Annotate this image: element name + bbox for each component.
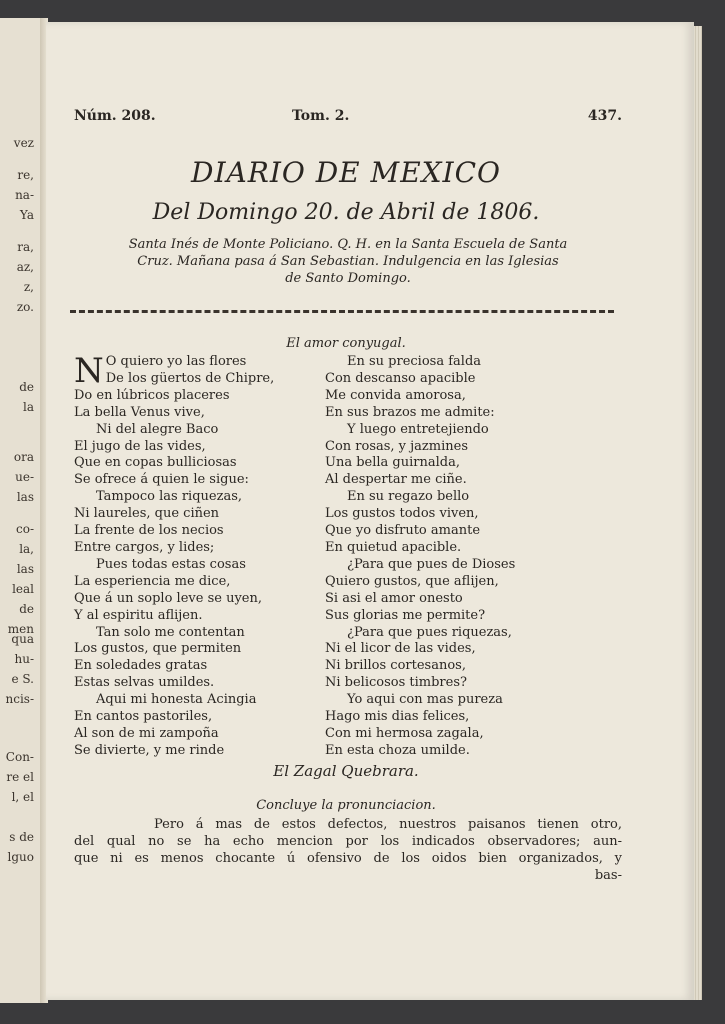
poem-line: Sus glorias me permite? <box>325 607 486 623</box>
poem-line: Ni brillos cortesanos, <box>325 658 466 674</box>
poem-line: Se divierte, y me rinde <box>74 742 225 758</box>
left-page <box>0 18 42 1003</box>
poem-line: ¿Para que pues riquezas, <box>347 624 512 640</box>
left-page-fragment: lguo <box>7 850 34 864</box>
poem-line: Ni laureles, que ciñen <box>74 506 220 522</box>
poem-line: Los gustos, que permiten <box>74 641 242 657</box>
left-page-fragment: qua <box>11 632 34 646</box>
poem-line: Al son de mi zampoña <box>74 725 219 741</box>
poem-line: En su regazo bello <box>347 489 470 505</box>
left-page-fragment: ra, <box>17 240 34 254</box>
left-page-fragment: Con- <box>5 750 34 764</box>
poem-line: En soledades gratas <box>74 658 208 674</box>
newspaper-title: DIARIO DE MEXICO <box>191 156 501 189</box>
poem-line: Aqui mi honesta Acingia <box>96 692 257 708</box>
poem-column-left <box>74 351 314 760</box>
left-page-fragment: ncis- <box>5 692 34 706</box>
poem-line: Me convida amorosa, <box>325 387 466 403</box>
poem-line: En su preciosa falda <box>347 354 482 369</box>
poem-line: En quietud apacible. <box>325 539 462 555</box>
prose-line: bas- <box>594 868 622 883</box>
poem-line: Se ofrece á quien le sigue: <box>74 472 249 488</box>
poem-line: Que en copas bulliciosas <box>74 455 237 471</box>
poem-line: Estas selvas umildes. <box>74 675 215 691</box>
poem-line: Tan solo me contentan <box>96 624 245 640</box>
left-page-fragment: e S. <box>11 672 34 686</box>
poem-line: Con descanso apacible <box>325 370 476 386</box>
left-page-fragment: Ya <box>19 208 34 222</box>
poem-line: Ni el licor de las vides, <box>325 641 476 657</box>
left-page-fragment: z, <box>23 280 34 294</box>
prose-line: del qual no se ha echo mencion por los indicados observadores; aun- <box>74 834 622 849</box>
right-page <box>46 22 694 1000</box>
article-text <box>74 816 622 884</box>
left-page-fragment: hu- <box>14 652 34 666</box>
poem-line: Que yo disfruto amante <box>325 523 481 539</box>
issue-date: Del Domingo 20. de Abril de 1806. <box>152 200 540 225</box>
left-page-fragment: men <box>7 622 34 636</box>
page-header <box>74 108 622 132</box>
left-page-fragment: vez <box>13 136 34 150</box>
left-page-fragment: na- <box>15 188 34 202</box>
issue-number: Núm. 208. <box>74 108 156 124</box>
left-page-fragment: l, el <box>11 790 34 804</box>
poem-line: Con rosas, y jazmines <box>325 438 469 454</box>
poem-line: De los güertos de Chipre, <box>105 370 275 386</box>
poem-line: Quiero gustos, que aflijen, <box>325 573 499 589</box>
poem-line: La bella Venus vive, <box>74 404 205 420</box>
left-page-fragment: de <box>19 602 34 616</box>
page-number: 437. <box>587 108 622 124</box>
poem-line: En cantos pastoriles, <box>74 709 213 725</box>
left-page-fragment: co- <box>16 522 34 536</box>
prose-line: Pero á mas de estos defectos, nuestros paisanos tienen otro, <box>154 817 622 832</box>
poem-line: Ni del alegre Baco <box>96 421 219 437</box>
poem-line: Do en lúbricos placeres <box>74 387 230 403</box>
poem-line: Y al espiritu aflijen. <box>74 607 203 623</box>
poem-line: En esta choza umilde. <box>325 742 470 758</box>
left-page-fragment: las <box>16 490 34 504</box>
left-page-fragment: leal <box>12 582 34 596</box>
drop-cap: N <box>74 351 104 391</box>
left-page-fragment: ora <box>13 450 34 464</box>
poem-line: Con mi hermosa zagala, <box>325 725 484 741</box>
poem-line: Entre cargos, y lides; <box>74 539 215 555</box>
poem-line: Si asi el amor onesto <box>325 590 463 606</box>
left-page-fragment: re el <box>6 770 34 784</box>
section-divider <box>70 310 614 313</box>
saints-line: de Santo Domingo. <box>285 271 411 286</box>
poem-line: Tampoco las riquezas, <box>96 489 243 505</box>
left-page-fragment: re, <box>17 168 34 182</box>
poem-line: Ni belicosos timbres? <box>325 675 467 691</box>
poem-line-text: O quiero yo las flores <box>105 354 247 369</box>
poem-line: La frente de los necios <box>74 523 224 539</box>
poem-line: ¿Para que pues de Dioses <box>347 556 516 572</box>
left-page-fragment: de <box>19 380 34 394</box>
left-page-fragment: s de <box>9 830 34 844</box>
poem-title: El amor conyugal. <box>286 336 406 351</box>
left-page-fragment: las <box>16 562 34 576</box>
saints-line: Santa Inés de Monte Policiano. Q. H. en la Santa Escuela de Santa <box>128 237 568 252</box>
prose-line: que ni es menos chocante ú ofensivo de los oidos bien organizados, y <box>74 851 622 866</box>
left-page-fragment: az, <box>16 260 34 274</box>
poem-line: La esperiencia me dice, <box>74 573 231 589</box>
poem-signature: El Zagal Quebrara. <box>273 762 419 780</box>
poem-line: Hago mis dias felices, <box>325 709 470 725</box>
left-page-fragment: la <box>23 400 34 414</box>
poem-line: Yo aqui con mas pureza <box>347 692 503 708</box>
poem-line: Al despertar me ciñe. <box>325 472 467 488</box>
poem-line: En sus brazos me admite: <box>325 404 495 420</box>
poem-line: Que á un soplo leve se uyen, <box>74 590 262 606</box>
left-page-fragment: ue- <box>15 470 34 484</box>
saints-line: Cruz. Mañana pasa á San Sebastian. Indulgencia en las Iglesias <box>137 254 559 269</box>
poem-line: Pues todas estas cosas <box>96 556 246 572</box>
poem-line: Los gustos todos viven, <box>325 506 479 522</box>
left-page-fragment: zo. <box>16 300 34 314</box>
section-heading: Concluye la pronunciacion. <box>256 798 436 813</box>
saints-of-the-day <box>68 236 628 287</box>
poem-line: Y luego entretejiendo <box>347 421 489 437</box>
poem-column-right <box>325 354 565 760</box>
poem-line: Una bella guirnalda, <box>325 455 460 471</box>
poem-line: El jugo de las vides, <box>74 438 206 454</box>
left-page-fragment: la, <box>19 542 34 556</box>
tome-number: Tom. 2. <box>292 108 350 124</box>
